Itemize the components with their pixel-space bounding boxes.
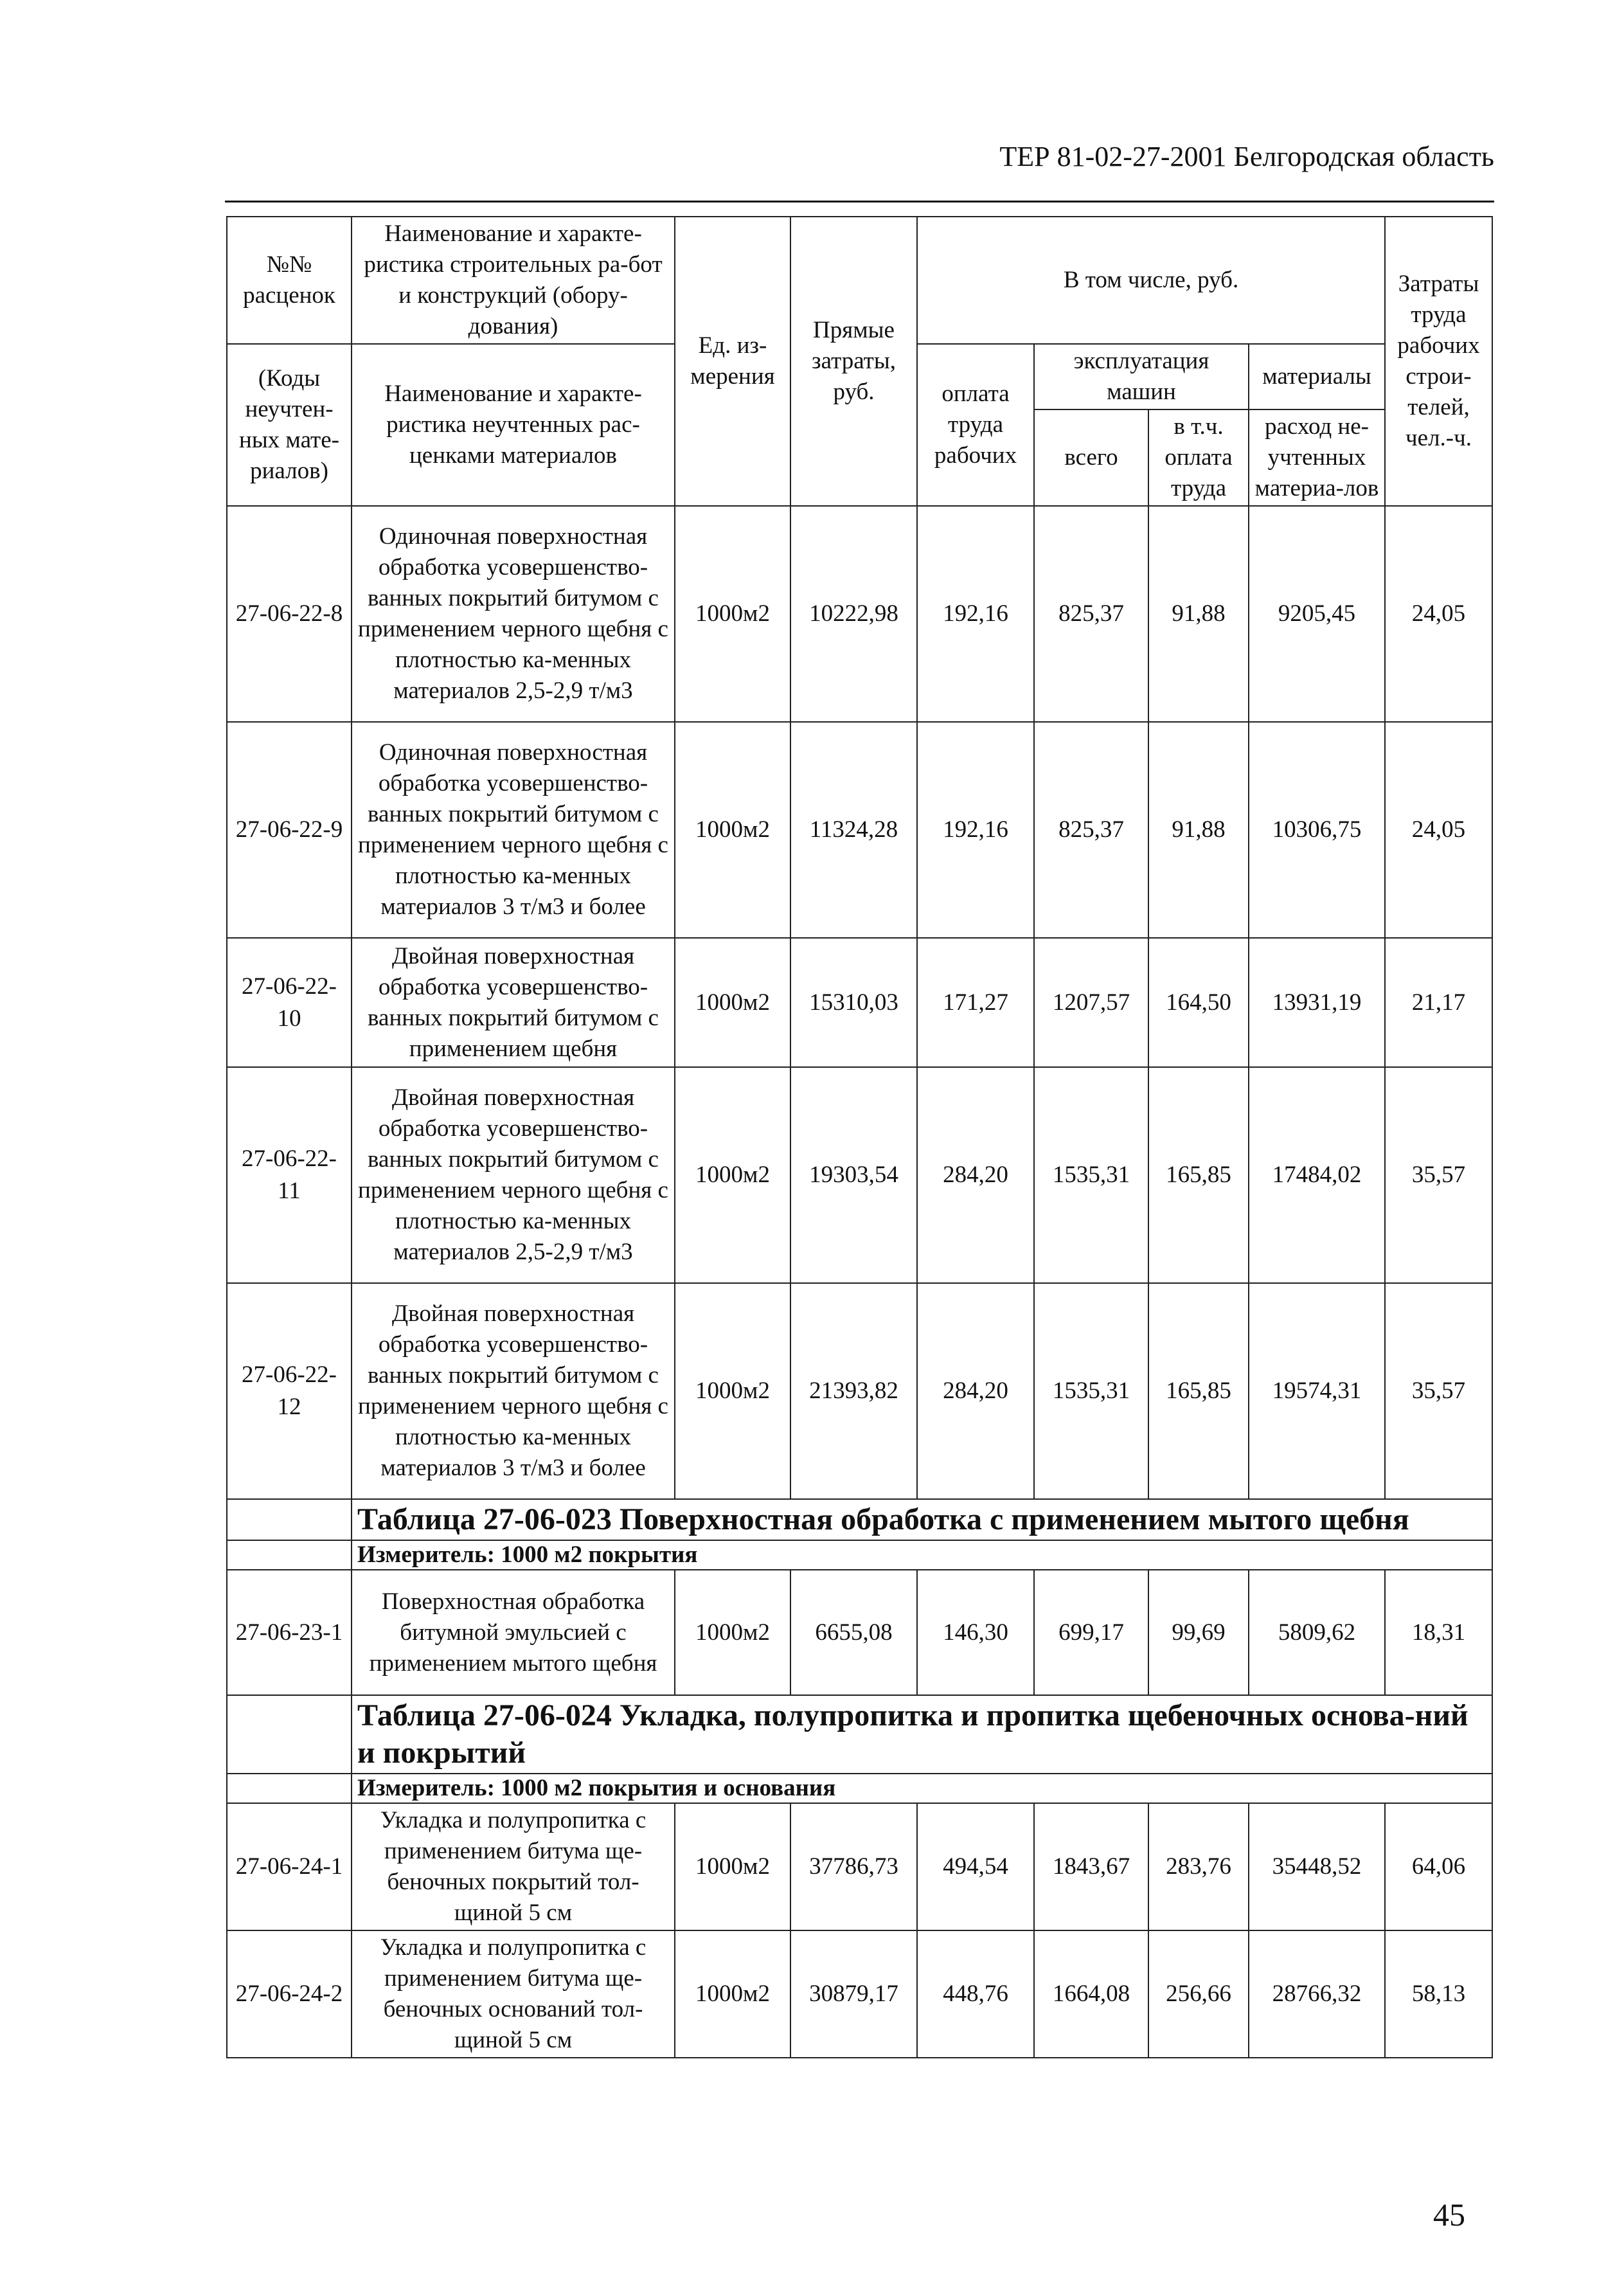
rate-name: Укладка и полупропитка с применением битума ще-беночных покрытий тол-щиной 5 см [352, 1803, 675, 1930]
rate-direct: 10222,98 [790, 506, 917, 722]
rate-direct: 15310,03 [790, 938, 917, 1067]
rate-materials: 9205,45 [1249, 506, 1385, 722]
rate-name: Укладка и полупропитка с применением битума ще-беночных оснований тол-щиной 5 см [352, 1930, 675, 2058]
rate-name: Двойная поверхностная обработка усовершенство-ванных покрытий битумом с применением черного щебня с плотностью ка-менных материалов 3 т/м3 и более [352, 1283, 675, 1499]
col-header-machines: эксплуатация машин [1034, 344, 1249, 409]
rate-code: 27-06-24-1 [227, 1803, 352, 1930]
rate-wages: 494,54 [917, 1803, 1034, 1930]
rate-wages: 192,16 [917, 506, 1034, 722]
col-header-machines-total: всего [1034, 409, 1148, 506]
table-023-title: Таблица 27-06-023 Поверхностная обработка с применением мытого щебня [352, 1499, 1492, 1540]
rate-machines-total: 1535,31 [1034, 1067, 1148, 1283]
rate-materials: 28766,32 [1249, 1930, 1385, 2058]
rate-direct: 6655,08 [790, 1570, 917, 1695]
col-header-labor: Затраты труда рабочих строи-телей, чел.-ч. [1385, 217, 1492, 506]
rate-unit: 1000м2 [675, 1930, 790, 2058]
rate-name: Одиночная поверхностная обработка усовершенство-ванных покрытий битумом с применением черного щебня с плотностью ка-менных материалов 3 т/м3 и более [352, 722, 675, 938]
rate-unit: 1000м2 [675, 506, 790, 722]
rate-code: 27-06-22-9 [227, 722, 352, 938]
rate-wages: 284,20 [917, 1067, 1034, 1283]
rate-unit: 1000м2 [675, 1283, 790, 1499]
rate-labor: 58,13 [1385, 1930, 1492, 2058]
rate-unit: 1000м2 [675, 1570, 790, 1695]
rate-unit: 1000м2 [675, 1803, 790, 1930]
section-title-row [227, 1499, 1492, 1540]
rate-machines-total: 825,37 [1034, 722, 1148, 938]
rate-direct: 21393,82 [790, 1283, 917, 1499]
rate-labor: 18,31 [1385, 1570, 1492, 1695]
measure-row [227, 1774, 1492, 1803]
rate-direct: 11324,28 [790, 722, 917, 938]
table-024-measure: Измеритель: 1000 м2 покрытия и основания [352, 1774, 1492, 1803]
rate-name: Двойная поверхностная обработка усовершенство-ванных покрытий битумом с применением черного щебня с плотностью ка-менных материалов 2,5-2,9 т/м3 [352, 1067, 675, 1283]
rate-labor: 35,57 [1385, 1283, 1492, 1499]
header-rule [225, 201, 1494, 202]
rate-materials: 35448,52 [1249, 1803, 1385, 1930]
rate-labor: 24,05 [1385, 506, 1492, 722]
rate-machines-wages: 165,85 [1148, 1283, 1249, 1499]
rate-direct: 19303,54 [790, 1067, 917, 1283]
table-row [227, 1570, 1492, 1695]
col-header-materials-alt: расход не-учтенных материа-лов [1249, 409, 1385, 506]
rate-direct: 30879,17 [790, 1930, 917, 2058]
rate-labor: 64,06 [1385, 1803, 1492, 1930]
rate-materials: 10306,75 [1249, 722, 1385, 938]
rate-machines-total: 825,37 [1034, 506, 1148, 722]
col-header-name: Наименование и характе-ристика строительных ра-бот и конструкций (обору-дования) [352, 217, 675, 344]
table-row [227, 722, 1492, 938]
rate-materials: 17484,02 [1249, 1067, 1385, 1283]
rate-machines-total: 1664,08 [1034, 1930, 1148, 2058]
table-row [227, 1930, 1492, 2058]
table-row [227, 1803, 1492, 1930]
rate-labor: 35,57 [1385, 1067, 1492, 1283]
rate-machines-wages: 164,50 [1148, 938, 1249, 1067]
rate-wages: 448,76 [917, 1930, 1034, 2058]
rate-materials: 5809,62 [1249, 1570, 1385, 1695]
rate-machines-wages: 256,66 [1148, 1930, 1249, 2058]
rate-unit: 1000м2 [675, 722, 790, 938]
rate-materials: 13931,19 [1249, 938, 1385, 1067]
rate-labor: 21,17 [1385, 938, 1492, 1067]
section-title-row [227, 1695, 1492, 1774]
rate-machines-wages: 99,69 [1148, 1570, 1249, 1695]
col-header-name-alt: Наименование и характе-ристика неучтенных рас-ценками материалов [352, 344, 675, 506]
rate-machines-total: 699,17 [1034, 1570, 1148, 1695]
rate-wages: 146,30 [917, 1570, 1034, 1695]
rate-machines-wages: 165,85 [1148, 1067, 1249, 1283]
rate-machines-total: 1843,67 [1034, 1803, 1148, 1930]
rate-machines-total: 1535,31 [1034, 1283, 1148, 1499]
rate-machines-wages: 91,88 [1148, 722, 1249, 938]
rate-unit: 1000м2 [675, 1067, 790, 1283]
table-row [227, 1067, 1492, 1283]
col-header-code-alt: (Коды неучтен-ных мате-риалов) [227, 344, 352, 506]
rate-code: 27-06-22-10 [227, 938, 352, 1067]
rate-code: 27-06-22-12 [227, 1283, 352, 1499]
col-header-code: №№ расценок [227, 217, 352, 344]
col-header-materials: материалы [1249, 344, 1385, 409]
rate-machines-wages: 91,88 [1148, 506, 1249, 722]
rate-wages: 284,20 [917, 1283, 1034, 1499]
page-number: 45 [1433, 2197, 1465, 2233]
rate-machines-wages: 283,76 [1148, 1803, 1249, 1930]
rate-direct: 37786,73 [790, 1803, 917, 1930]
rate-materials: 19574,31 [1249, 1283, 1385, 1499]
table-row [227, 506, 1492, 722]
measure-row [227, 1540, 1492, 1570]
rate-name: Двойная поверхностная обработка усовершенство-ванных покрытий битумом с применением щебня [352, 938, 675, 1067]
document-header: ТЕР 81-02-27-2001 Белгородская область [999, 141, 1494, 172]
header-row-1 [227, 217, 1492, 344]
rate-code: 27-06-22-8 [227, 506, 352, 722]
table-row [227, 938, 1492, 1067]
col-header-machines-wages: в т.ч. оплата труда [1148, 409, 1249, 506]
rate-code: 27-06-24-2 [227, 1930, 352, 2058]
rate-unit: 1000м2 [675, 938, 790, 1067]
rate-wages: 192,16 [917, 722, 1034, 938]
col-header-incl: В том числе, руб. [917, 217, 1385, 344]
rate-name: Поверхностная обработка битумной эмульсией с применением мытого щебня [352, 1570, 675, 1695]
table-024-title: Таблица 27-06-024 Укладка, полупропитка и пропитка щебеночных основа-ний и покрытий [352, 1695, 1492, 1774]
table-023-measure: Измеритель: 1000 м2 покрытия [352, 1540, 1492, 1570]
table-row [227, 1283, 1492, 1499]
rate-wages: 171,27 [917, 938, 1034, 1067]
rate-code: 27-06-22-11 [227, 1067, 352, 1283]
rate-labor: 24,05 [1385, 722, 1492, 938]
rates-table [226, 216, 1493, 2058]
col-header-direct: Прямые затраты, руб. [790, 217, 917, 506]
rate-machines-total: 1207,57 [1034, 938, 1148, 1067]
col-header-wages: оплата труда рабочих [917, 344, 1034, 506]
col-header-unit: Ед. из-мерения [675, 217, 790, 506]
rate-code: 27-06-23-1 [227, 1570, 352, 1695]
rate-name: Одиночная поверхностная обработка усовершенство-ванных покрытий битумом с применением черного щебня с плотностью ка-менных материалов 2,5-2,9 т/м3 [352, 506, 675, 722]
